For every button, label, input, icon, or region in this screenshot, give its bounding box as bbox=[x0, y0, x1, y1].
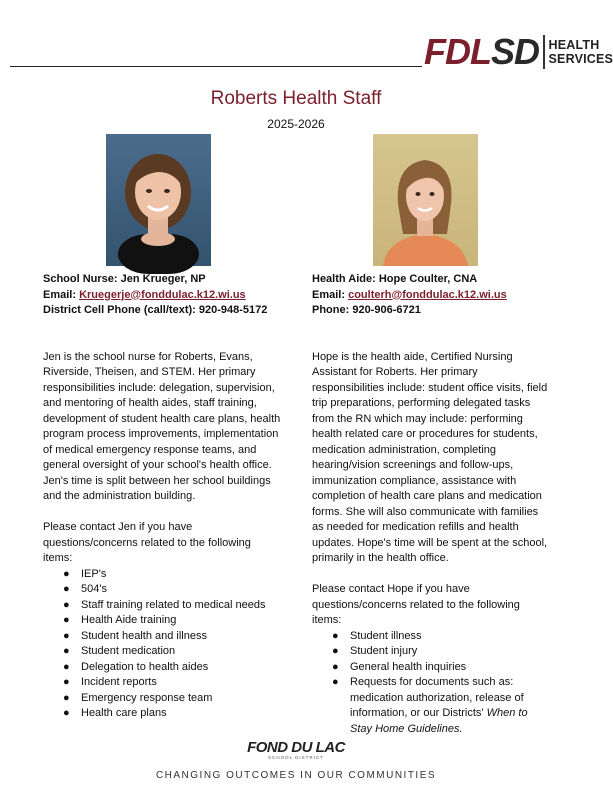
list-item-text: Delegation to health aides bbox=[81, 660, 209, 673]
jen-email-label: Email: bbox=[43, 288, 80, 301]
list-item-text: Student medication bbox=[81, 645, 176, 657]
list-item-text: Incident reports bbox=[81, 676, 157, 688]
list-item bbox=[312, 644, 552, 660]
list-item-text: Emergency response team bbox=[81, 691, 213, 704]
list-item-text: Staff training related to medical needs bbox=[81, 598, 266, 611]
hope-coulter-photo bbox=[373, 134, 478, 266]
jen-name-title: School Nurse: Jen Krueger, NP bbox=[43, 273, 206, 285]
when-to-stay-home-guidelines[interactable]: When to Stay Home Guidelines. bbox=[350, 707, 528, 735]
bullet-icon: ● bbox=[332, 676, 339, 688]
list-item-text: Health Aide training bbox=[81, 614, 177, 626]
jen-contact-list bbox=[43, 567, 283, 722]
list-item-text: Student injury bbox=[350, 645, 418, 657]
list-item-text: 504's bbox=[81, 583, 107, 595]
list-item bbox=[43, 675, 283, 691]
jen-contact-intro: Please contact Jen if you have questions/concerns related to the following items: bbox=[43, 521, 251, 564]
jen-phone-line: District Cell Phone (call/text): 920-948-5172 bbox=[43, 304, 268, 316]
hope-email-label: Email: bbox=[312, 288, 349, 301]
page-title: Roberts Health Staff bbox=[210, 88, 382, 109]
bullet-icon: ● bbox=[63, 567, 70, 580]
list-item bbox=[43, 582, 283, 598]
list-item-text: Student illness bbox=[350, 629, 422, 642]
list-item bbox=[312, 629, 552, 645]
bullet-icon: ● bbox=[332, 660, 339, 673]
logo-fdl: FDL bbox=[424, 31, 491, 72]
hope-contact-list bbox=[312, 629, 552, 738]
footer-brand: FOND DU LAC bbox=[247, 739, 345, 756]
hope-phone-line: Phone: 920-906-6721 bbox=[312, 304, 421, 316]
list-item-text: Student health and illness bbox=[81, 629, 207, 642]
list-item-text: Health care plans bbox=[81, 707, 167, 719]
bullet-icon: ● bbox=[332, 645, 339, 657]
header-rule bbox=[10, 66, 422, 67]
bullet-icon: ● bbox=[63, 691, 70, 704]
bullet-icon: ● bbox=[332, 629, 339, 642]
list-item bbox=[43, 691, 283, 707]
bullet-icon: ● bbox=[63, 645, 70, 657]
bullet-icon: ● bbox=[63, 629, 70, 642]
jen-email-line bbox=[43, 288, 283, 304]
hope-name-title: Health Aide: Hope Coulter, CNA bbox=[312, 273, 478, 285]
list-item bbox=[43, 706, 283, 722]
list-item bbox=[43, 644, 283, 660]
logo-health: HEALTH bbox=[548, 38, 600, 52]
logo-sd: SD bbox=[490, 31, 539, 72]
list-item bbox=[312, 660, 552, 676]
bullet-icon: ● bbox=[63, 598, 70, 611]
bullet-icon: ● bbox=[63, 583, 70, 595]
bullet-icon: ● bbox=[63, 676, 70, 688]
jen-krueger-photo bbox=[106, 134, 211, 266]
list-item bbox=[43, 613, 283, 629]
footer-tagline: CHANGING OUTCOMES IN OUR COMMUNITIES bbox=[155, 770, 437, 781]
bullet-icon: ● bbox=[63, 707, 70, 719]
logo-wordmark bbox=[424, 31, 539, 72]
jen-krueger-column bbox=[43, 272, 283, 722]
jen-email-link[interactable]: Kruegerje@fonddulac.k12.wi.us bbox=[79, 288, 246, 301]
hope-bio: Hope is the health aide, Certified Nursing Assistant for Roberts. Her primary responsibilities include: student office visits, field trip preparations, performing delegated tasks from the RN which may include: performing health related care or procedures for students, medication administration, completing hearing/vision screenings and follow-ups, immunization compliance, assistance with completion of health care plans and medication forms. She will also communicate with families as needed for medication refills and health updates. Hope's time will be spent at the school, primarily in the health office. bbox=[312, 350, 548, 564]
hope-coulter-column bbox=[312, 272, 552, 737]
fdlsd-health-services-logo bbox=[424, 31, 613, 72]
footer-sub: SCHOOL DISTRICT bbox=[268, 755, 324, 760]
logo-services: SERVICES bbox=[548, 52, 613, 66]
school-year: 2025-2026 bbox=[267, 117, 325, 131]
list-item bbox=[43, 629, 283, 645]
jen-time-split: Jen's time is split between her school buildings and the administration building. bbox=[43, 474, 271, 502]
hope-email-line bbox=[312, 288, 552, 304]
list-item bbox=[312, 675, 552, 737]
jen-bio: Jen is the school nurse for Roberts, Evans, Riverside, Theisen, and STEM. Her primary responsibilities include: delegation, supervision, and mentoring of health aides, staff training, development of student health care plans, health program process improvements, implementation of medical emergency response teams, and general oversight of your school's health office. bbox=[43, 350, 281, 471]
list-item bbox=[43, 660, 283, 676]
list-item bbox=[43, 598, 283, 614]
hope-email-link[interactable]: coulterh@fonddulac.k12.wi.us bbox=[348, 288, 507, 301]
bullet-icon: ● bbox=[63, 614, 70, 626]
list-item bbox=[43, 567, 283, 583]
logo-health-services bbox=[549, 38, 613, 66]
logo-divider bbox=[543, 35, 545, 69]
list-item-text: General health inquiries bbox=[350, 660, 467, 673]
list-item-text: IEP's bbox=[81, 567, 107, 580]
fond-du-lac-school-district-logo bbox=[0, 740, 592, 761]
list-item-text: Requests for documents such as: medication authorization, release of information, or our Districts' bbox=[350, 676, 524, 719]
hope-contact-intro: Please contact Hope if you have questions/concerns related to the following items: bbox=[312, 583, 520, 626]
bullet-icon: ● bbox=[63, 660, 70, 673]
